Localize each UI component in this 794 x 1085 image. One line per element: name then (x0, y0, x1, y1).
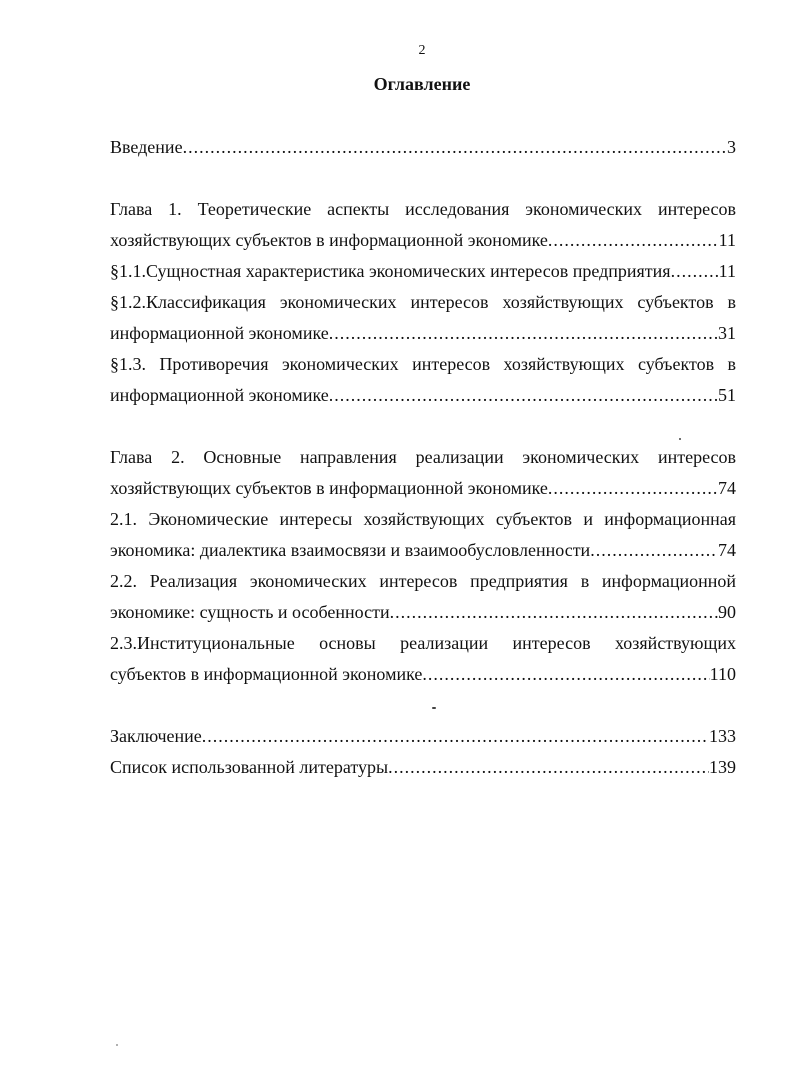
dot-leader (548, 228, 719, 252)
toc-entry-section-2-2-line2[interactable] (110, 600, 736, 624)
dot-leader (183, 135, 727, 159)
dot-leader (329, 321, 718, 345)
toc-entry-chapter2-line2[interactable] (110, 476, 736, 500)
toc-page-number: 133 (709, 726, 736, 746)
dot-leader (390, 600, 718, 624)
toc-entry-text: экономика: диалектика взаимосвязи и взаимообусловленности (110, 540, 591, 560)
toc-page-number: 139 (709, 757, 736, 777)
dot-leader (388, 755, 709, 779)
dot-leader (422, 662, 709, 686)
toc-entry-text: экономике: сущность и особенности (110, 602, 390, 622)
toc-entry-text: хозяйствующих субъектов в информационной экономике (110, 478, 548, 498)
toc-entry-section-2-3-line2[interactable] (110, 662, 736, 686)
toc-page-number: 3 (727, 137, 736, 157)
scan-speck (679, 438, 681, 440)
scan-speck (116, 1044, 118, 1046)
toc-page-number: 31 (718, 323, 736, 343)
toc-entry-chapter1-line1[interactable]: Глава 1. Теоретические аспекты исследования экономических интересов (110, 199, 736, 219)
toc-entry-text: хозяйствующих субъектов в информационной экономике (110, 230, 548, 250)
toc-page-number: 74 (718, 540, 736, 560)
toc-entry-section-1-1[interactable] (110, 259, 736, 283)
toc-page-number: 11 (718, 230, 736, 250)
toc-entry-section-2-2-line1[interactable]: 2.2. Реализация экономических интересов предприятия в информационной (110, 571, 736, 591)
dot-leader (202, 724, 709, 748)
toc-entry-section-1-2-line2[interactable] (110, 321, 736, 345)
toc-entry-chapter1-line2[interactable] (110, 228, 736, 252)
toc-entry-chapter2-line1[interactable]: Глава 2. Основные направления реализации экономических интересов (110, 447, 736, 467)
scan-speck (432, 707, 436, 709)
toc-entry-conclusion[interactable] (110, 724, 736, 748)
toc-page-number: 90 (718, 602, 736, 622)
toc-entry-section-1-3-line1[interactable]: §1.3. Противоречия экономических интересов хозяйствующих субъектов в (110, 354, 736, 374)
toc-entry-section-2-3-line1[interactable]: 2.3.Институциональные основы реализации интересов хозяйствующих (110, 633, 736, 653)
toc-entry-text: Введение (110, 137, 183, 157)
toc-entry-text: информационной экономике (110, 385, 329, 405)
dot-leader (329, 383, 718, 407)
toc-entry-text: Заключение (110, 726, 202, 746)
toc-entry-section-1-3-line2[interactable] (110, 383, 736, 407)
toc-entry-section-1-2-line1[interactable]: §1.2.Классификация экономических интересов хозяйствующих субъектов в (110, 292, 736, 312)
dot-leader (590, 538, 718, 562)
toc-entry-intro[interactable] (110, 135, 736, 159)
page-number: 2 (418, 43, 426, 58)
toc-entry-references[interactable] (110, 755, 736, 779)
dot-leader (671, 259, 719, 283)
toc-entry-text: §1.1.Сущностная характеристика экономических интересов предприятия (110, 261, 671, 281)
toc-page-number: 11 (718, 261, 736, 281)
toc-entry-section-2-1-line1[interactable]: 2.1. Экономические интересы хозяйствующих субъектов и информационная (110, 509, 736, 529)
toc-entry-text: субъектов в информационной экономике (110, 664, 423, 684)
toc-entry-text: информационной экономике (110, 323, 329, 343)
toc-entry-text: Список использованной литературы (110, 757, 389, 777)
dot-leader (548, 476, 718, 500)
toc-page-number: 110 (709, 664, 736, 684)
toc-entry-section-2-1-line2[interactable] (110, 538, 736, 562)
toc-page-number: 51 (718, 385, 736, 405)
toc-page-number: 74 (718, 478, 736, 498)
toc-title: Оглавление (373, 74, 471, 94)
